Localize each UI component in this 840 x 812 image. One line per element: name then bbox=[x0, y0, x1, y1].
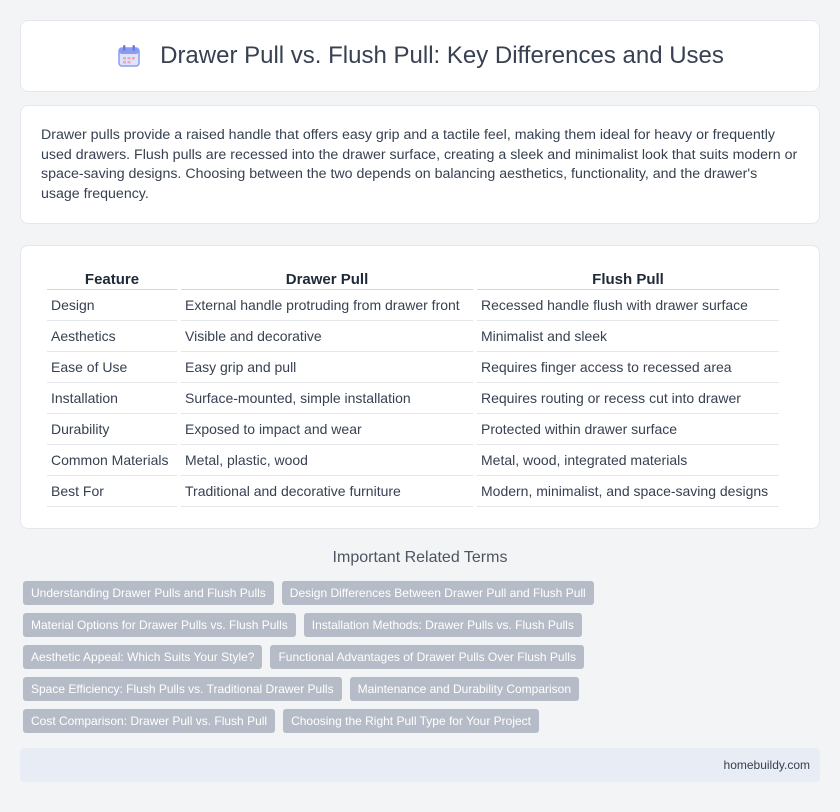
tag-row bbox=[23, 709, 823, 733]
table-cell: Metal, wood, integrated materials bbox=[477, 445, 779, 476]
tag-row bbox=[23, 645, 823, 669]
table-cell: Best For bbox=[47, 476, 177, 507]
table-cell: Durability bbox=[47, 414, 177, 445]
related-tag-link[interactable]: Cost Comparison: Drawer Pull vs. Flush Pull bbox=[23, 709, 275, 733]
header-drawer-pull: Drawer Pull bbox=[181, 266, 473, 290]
table-row bbox=[47, 476, 779, 507]
related-tag-link[interactable]: Design Differences Between Drawer Pull and Flush Pull bbox=[282, 581, 594, 605]
table-cell: Requires routing or recess cut into drawer bbox=[477, 383, 779, 414]
intro-card bbox=[20, 105, 820, 224]
table-header-row bbox=[47, 266, 779, 290]
table-cell: Protected within drawer surface bbox=[477, 414, 779, 445]
table-cell: Surface-mounted, simple installation bbox=[181, 383, 473, 414]
table-row bbox=[47, 321, 779, 352]
related-tag-link[interactable]: Choosing the Right Pull Type for Your Project bbox=[283, 709, 539, 733]
related-tag-link[interactable]: Space Efficiency: Flush Pulls vs. Traditional Drawer Pulls bbox=[23, 677, 342, 701]
page-title: Drawer Pull vs. Flush Pull: Key Differences and Uses bbox=[160, 42, 724, 69]
table-cell: Design bbox=[47, 290, 177, 321]
table-cell: Requires finger access to recessed area bbox=[477, 352, 779, 383]
comparison-table bbox=[43, 266, 783, 507]
header-flush-pull: Flush Pull bbox=[477, 266, 779, 290]
table-cell: Ease of Use bbox=[47, 352, 177, 383]
header-feature: Feature bbox=[47, 266, 177, 290]
table-cell: Common Materials bbox=[47, 445, 177, 476]
table-row bbox=[47, 352, 779, 383]
calendar-icon bbox=[116, 43, 142, 69]
footer-site-link[interactable]: homebuildy.com bbox=[723, 758, 810, 772]
table-row bbox=[47, 383, 779, 414]
table-cell: Exposed to impact and wear bbox=[181, 414, 473, 445]
related-tag-link[interactable]: Installation Methods: Drawer Pulls vs. Flush Pulls bbox=[304, 613, 582, 637]
table-cell: External handle protruding from drawer front bbox=[181, 290, 473, 321]
table-row bbox=[47, 414, 779, 445]
table-cell: Modern, minimalist, and space-saving designs bbox=[477, 476, 779, 507]
related-tag-link[interactable]: Understanding Drawer Pulls and Flush Pulls bbox=[23, 581, 274, 605]
table-cell: Aesthetics bbox=[47, 321, 177, 352]
table-row bbox=[47, 290, 779, 321]
comparison-card bbox=[20, 245, 820, 529]
page-header bbox=[20, 20, 820, 92]
table-cell: Recessed handle flush with drawer surface bbox=[477, 290, 779, 321]
related-tag-link[interactable]: Material Options for Drawer Pulls vs. Flush Pulls bbox=[23, 613, 296, 637]
table-cell: Easy grip and pull bbox=[181, 352, 473, 383]
page-footer bbox=[20, 748, 820, 782]
table-cell: Minimalist and sleek bbox=[477, 321, 779, 352]
table-cell: Traditional and decorative furniture bbox=[181, 476, 473, 507]
related-tags bbox=[23, 581, 823, 741]
related-tag-link[interactable]: Aesthetic Appeal: Which Suits Your Style? bbox=[23, 645, 262, 669]
table-row bbox=[47, 445, 779, 476]
tag-row bbox=[23, 677, 823, 701]
tag-row bbox=[23, 613, 823, 637]
intro-text: Drawer pulls provide a raised handle that offers easy grip and a tactile feel, making them ideal for heavy or frequently used drawers. Flush pulls are recessed into the drawer surface, creating a sleek and minimalist look that suits modern or space-saving designs. Choosing between the two depends on balancing aesthetics, functionality, and the drawer's usage frequency. bbox=[41, 127, 798, 202]
related-terms-title: Important Related Terms bbox=[332, 549, 508, 566]
table-cell: Visible and decorative bbox=[181, 321, 473, 352]
table-cell: Metal, plastic, wood bbox=[181, 445, 473, 476]
table-cell: Installation bbox=[47, 383, 177, 414]
related-tag-link[interactable]: Maintenance and Durability Comparison bbox=[350, 677, 579, 701]
tag-row bbox=[23, 581, 823, 605]
title-wrap bbox=[116, 42, 724, 70]
related-tag-link[interactable]: Functional Advantages of Drawer Pulls Over Flush Pulls bbox=[270, 645, 583, 669]
